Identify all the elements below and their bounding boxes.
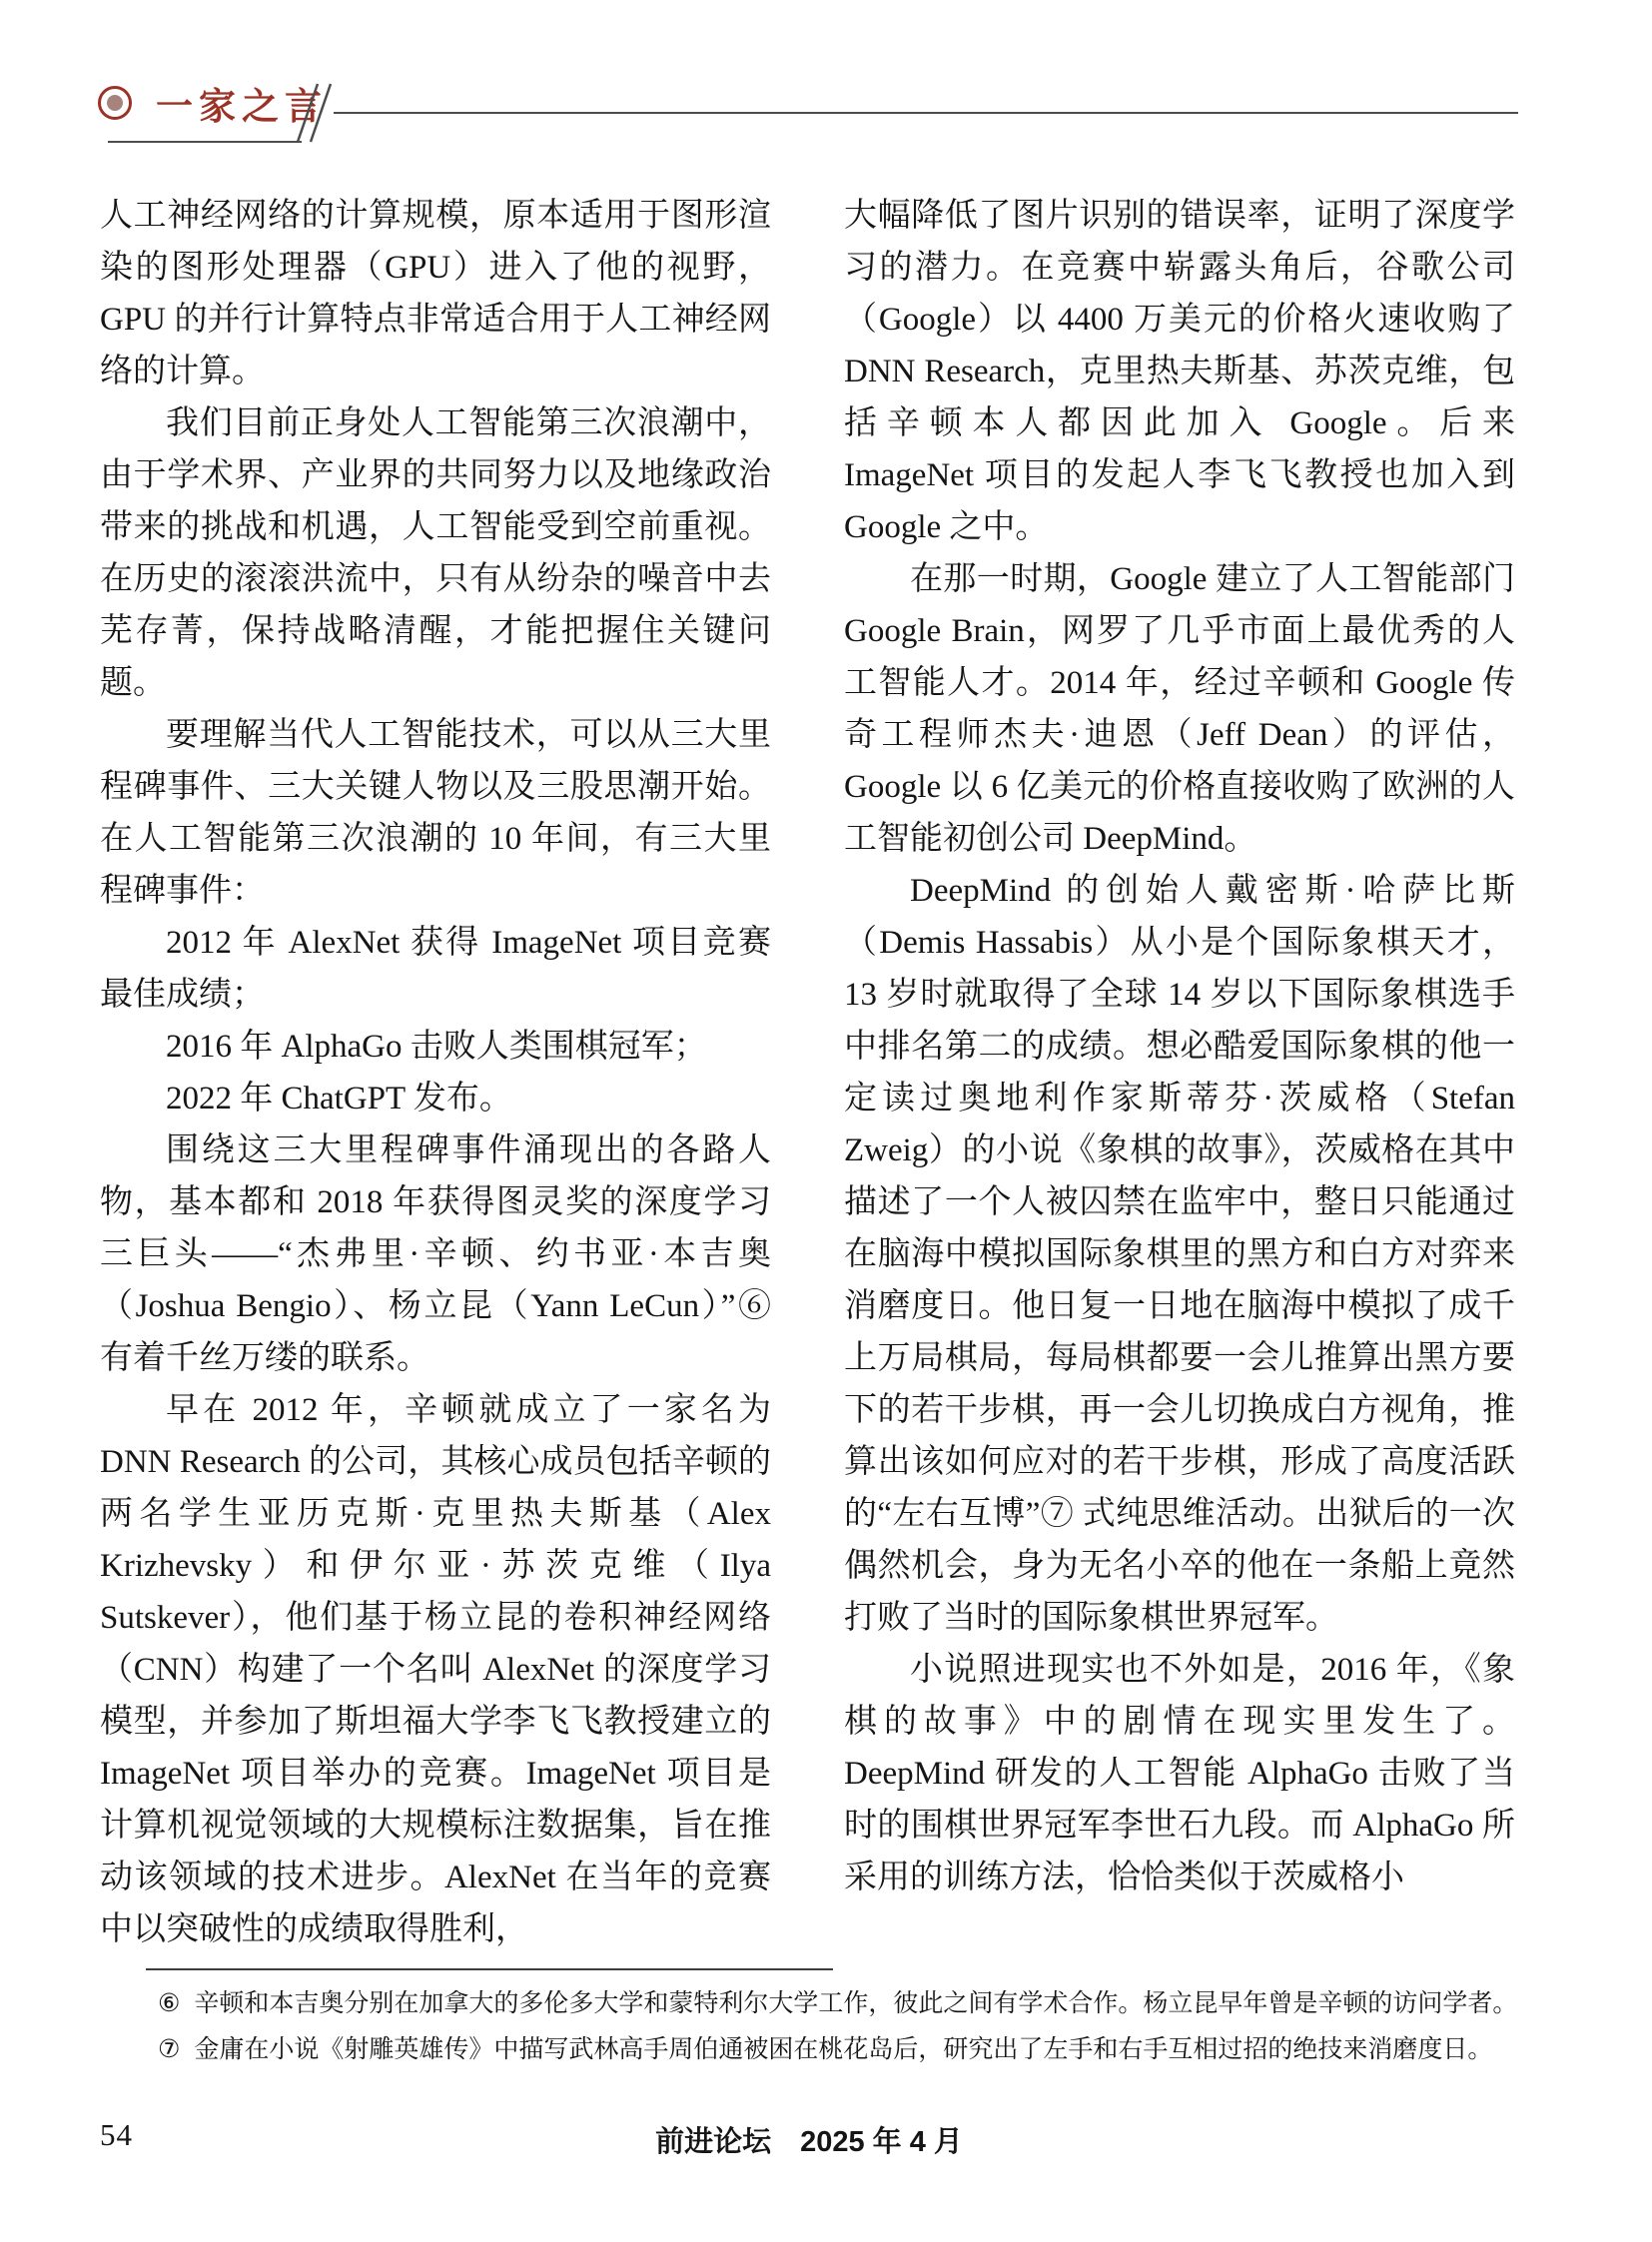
paragraph: 围绕这三大里程碑事件涌现出的各路人物，基本都和 2018 年获得图灵奖的深度学习三巨头——“杰弗里·辛顿、约书亚·本吉奥（Joshua Bengio）、杨立昆（Yann LeCun）”⑥ 有着千丝万缕的联系。 <box>100 1132 771 1376</box>
paragraph: 在那一时期，Google 建立了人工智能部门 Google Brain，网罗了几乎市面上最优秀的人工智能人才。2014 年，经过辛顿和 Google 传奇工程师杰夫·迪恩（Jeff Dean）的评估，Google 以 6 亿美元的价格直接收购了欧洲的人工智能初创公司 DeepMind。 <box>844 561 1515 857</box>
footnote-text: 辛顿和本吉奥分别在加拿大的多伦多大学和蒙特利尔大学工作，彼此之间有学术合作。杨立昆早年曾是辛顿的访问学者。 <box>194 1990 1518 2017</box>
paragraph: 我们目前正身处人工智能第三次浪潮中，由于学术界、产业界的共同努力以及地缘政治带来的挑战和机遇，人工智能受到空前重视。在历史的滚滚洪流中，只有从纷杂的噪音中去芜存菁，保持战略清醒，才能把握住关键问题。 <box>100 405 771 701</box>
journal-footer: 前进论坛 2025 年 4 月 <box>655 2126 963 2158</box>
section-bullet-icon <box>98 86 132 120</box>
paragraph: 早在 2012 年，辛顿就成立了一家名为 DNN Research 的公司，其核心成员包括辛顿的两名学生亚历克斯·克里热夫斯基（Alex Krizhevsky）和伊尔亚·苏茨克维（Ilya Sutskever），他们基于杨立昆的卷积神经网络（CNN）构建了一个名叫 AlexNet 的深度学习模型，并参加了斯坦福大学李飞飞教授建立的 ImageNet 项目举办的竞赛。ImageNet 项目是计算机视觉领域的大规模标注数据集，旨在推动该领域的技术进步。AlexNet 在当年的竞赛中以突破性的成绩取得胜利， <box>100 1392 771 1947</box>
paragraph: DeepMind 的创始人戴密斯·哈萨比斯（Demis Hassabis）从小是个国际象棋天才，13 岁时就取得了全球 14 岁以下国际象棋选手中排名第二的成绩。想必酷爱国际象棋的他一定读过奥地利作家斯蒂芬·茨威格（Stefan Zweig）的小说《象棋的故事》，茨威格在其中描述了一个人被囚禁在监牢中，整日只能通过在脑海中模拟国际象棋里的黑方和白方对弈来消磨度日。他日复一日地在脑海中模拟了成千上万局棋局，每局棋都要一会儿推算出黑方要下的若干步棋，再一会儿切换成白方视角，推算出该如何应对的若干步棋，形成了高度活跃的“左右互博”⑦ 式纯思维活动。出狱后的一次偶然机会，身为无名小卒的他在一条船上竟然打败了当时的国际象棋世界冠军。 <box>844 873 1515 1636</box>
bullet-dot-icon <box>107 95 123 111</box>
paragraph: 要理解当代人工智能技术，可以从三大里程碑事件、三大关键人物以及三股思潮开始。在人工智能第三次浪潮的 10 年间，有三大里程碑事件： <box>100 717 771 909</box>
paragraph: 小说照进现实也不外如是，2016 年，《象棋的故事》中的剧情在现实里发生了。DeepMind 研发的人工智能 AlphaGo 击败了当时的围棋世界冠军李世石九段。而 AlphaGo 所采用的训练方法，恰恰类似于茨威格小 <box>844 1652 1515 1895</box>
footnotes <box>158 1981 1520 2073</box>
left-column <box>100 190 771 1955</box>
paragraph: 人工神经网络的计算规模，原本适用于图形渲染的图形处理器（GPU）进入了他的视野，GPU 的并行计算特点非常适合用于人工神经网络的计算。 <box>100 198 771 389</box>
footnote-text: 金庸在小说《射雕英雄传》中描写武林高手周伯通被困在桃花岛后，研究出了左手和右手互相过招的绝技来消磨度日。 <box>194 2036 1493 2063</box>
header-slash-icon <box>288 82 342 144</box>
footnote-marker: ⑥ <box>158 1990 181 2017</box>
section-title: 一家之言 <box>156 86 328 127</box>
right-column <box>844 190 1515 1903</box>
paragraph: 2016 年 AlphaGo 击败人类围棋冠军； <box>166 1029 707 1065</box>
header-rule-short <box>108 141 302 143</box>
header-rule-long <box>334 112 1518 114</box>
paragraph: 大幅降低了图片识别的错误率，证明了深度学习的潜力。在竞赛中崭露头角后，谷歌公司（Google）以 4400 万美元的价格火速收购了 DNN Research，克里热夫斯基、苏茨克维，包括辛顿本人都因此加入 Google。后来 ImageNet 项目的发起人李飞飞教授也加入到 Google 之中。 <box>844 198 1515 545</box>
footnote-separator <box>146 1968 833 1970</box>
footnote-marker: ⑦ <box>158 2036 181 2063</box>
page-number: 54 <box>100 2117 133 2152</box>
footnote-item <box>158 2027 1520 2073</box>
paragraph: 2022 年 ChatGPT 发布。 <box>166 1081 512 1117</box>
paragraph: 2012 年 AlexNet 获得 ImageNet 项目竞赛最佳成绩； <box>100 925 771 1013</box>
footnote-item <box>158 1981 1520 2027</box>
